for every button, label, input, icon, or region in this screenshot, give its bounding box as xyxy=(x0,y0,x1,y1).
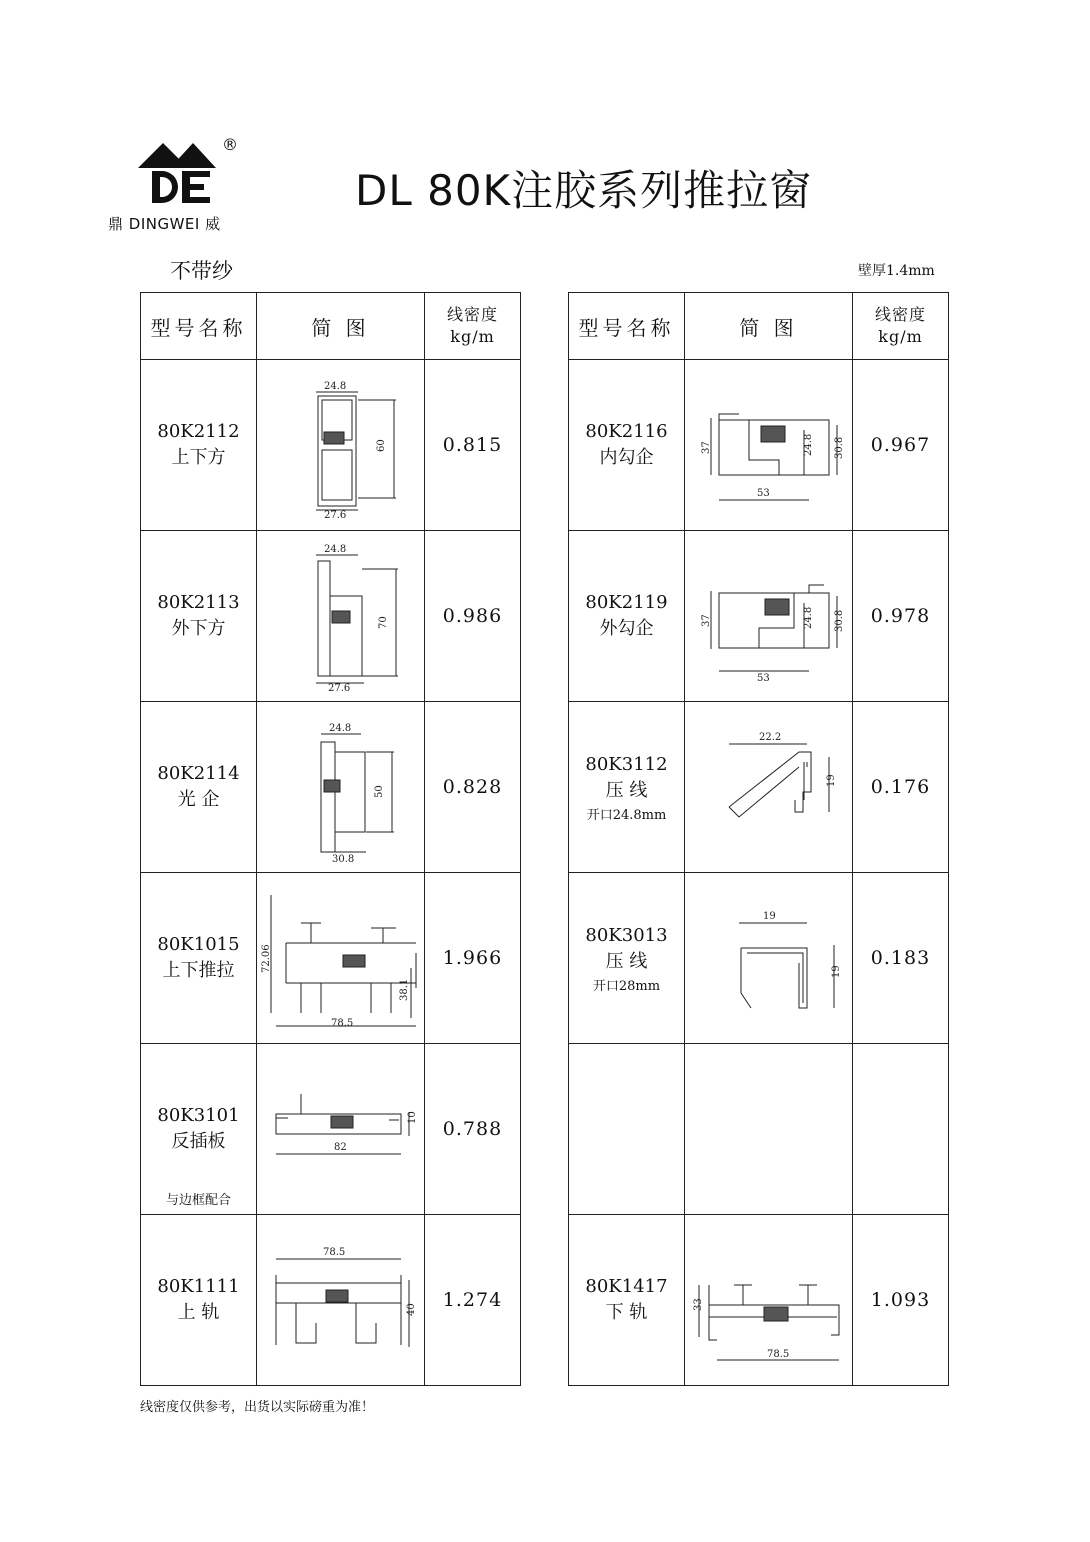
svg-text:19: 19 xyxy=(762,911,776,922)
profile-drawing xyxy=(685,1044,853,1215)
profile-drawing xyxy=(257,531,425,702)
profile-drawing xyxy=(257,360,425,531)
header-drawing: 简 图 xyxy=(685,293,853,360)
svg-text:37: 37 xyxy=(700,614,712,627)
table-row xyxy=(141,531,521,702)
density-cell: 0.183 xyxy=(853,873,949,1044)
svg-text:60: 60 xyxy=(375,439,387,452)
model-cell: 80K3112 压 线 开口24.8mm xyxy=(569,702,685,873)
model-cell: 80K2112 上下方 xyxy=(141,360,257,531)
left-profile-table xyxy=(140,292,521,1386)
density-cell: 0.986 xyxy=(425,531,521,702)
density-cell: 0.815 xyxy=(425,360,521,531)
profile-drawing xyxy=(685,873,853,1044)
table-row xyxy=(141,360,521,531)
profile-drawing xyxy=(257,1215,425,1386)
header-drawing: 简 图 xyxy=(257,293,425,360)
page-title: DL 80K注胶系列推拉窗 xyxy=(355,166,813,215)
table-row xyxy=(569,360,949,531)
svg-text:24.8: 24.8 xyxy=(323,381,346,392)
table-row xyxy=(141,1215,521,1386)
table-row xyxy=(141,873,521,1044)
density-cell: 0.967 xyxy=(853,360,949,531)
right-profile-table xyxy=(568,292,949,1386)
svg-text:27.6: 27.6 xyxy=(327,683,350,691)
profile-drawing xyxy=(685,702,853,873)
density-cell: 1.093 xyxy=(853,1215,949,1386)
svg-text:53: 53 xyxy=(756,673,770,684)
profile-drawing xyxy=(257,873,425,1044)
table-row xyxy=(569,873,949,1044)
model-cell: 80K2119 外勾企 xyxy=(569,531,685,702)
model-cell: 80K1417 下 轨 xyxy=(569,1215,685,1386)
svg-text:24.8: 24.8 xyxy=(802,433,814,456)
svg-text:30.8: 30.8 xyxy=(833,436,845,459)
fit-note: 与边框配合 xyxy=(165,1193,231,1208)
footer-note: 线密度仅供参考，出货以实际磅重为准！ xyxy=(140,1400,375,1415)
svg-text:33: 33 xyxy=(692,1298,704,1311)
density-cell: 0.978 xyxy=(853,531,949,702)
svg-text:19: 19 xyxy=(825,774,837,787)
table-row xyxy=(569,1215,949,1386)
svg-text:27.6: 27.6 xyxy=(323,510,346,520)
subtitle: 不带纱 xyxy=(170,259,233,283)
profile-drawing xyxy=(685,360,853,531)
svg-text:10: 10 xyxy=(406,1111,418,1124)
svg-text:37: 37 xyxy=(700,441,712,454)
svg-text:78.5: 78.5 xyxy=(766,1349,789,1360)
profile-drawing xyxy=(685,1215,853,1386)
profile-drawing xyxy=(257,1044,425,1215)
density-cell: 0.788 xyxy=(425,1044,521,1215)
model-cell xyxy=(569,1044,685,1215)
model-cell: 80K2114 光 企 xyxy=(141,702,257,873)
model-cell: 80K1015 上下推拉 xyxy=(141,873,257,1044)
svg-text:24.8: 24.8 xyxy=(802,606,814,629)
svg-text:24.8: 24.8 xyxy=(328,723,351,734)
svg-text:38.1: 38.1 xyxy=(398,978,410,1001)
header-density: 线密度 kg/m xyxy=(853,293,949,360)
table-row-empty xyxy=(569,1044,949,1215)
density-cell: 0.176 xyxy=(853,702,949,873)
table-row xyxy=(569,531,949,702)
svg-text:50: 50 xyxy=(373,785,385,798)
svg-text:70: 70 xyxy=(377,616,389,629)
registered-mark: ® xyxy=(222,135,238,154)
svg-text:53: 53 xyxy=(756,488,770,499)
table-row xyxy=(141,702,521,873)
profile-drawing xyxy=(685,531,853,702)
svg-text:78.5: 78.5 xyxy=(322,1247,345,1258)
svg-text:24.8: 24.8 xyxy=(323,544,346,555)
density-cell: 0.828 xyxy=(425,702,521,873)
model-cell: 80K3013 压 线 开口28mm xyxy=(569,873,685,1044)
model-cell: 80K2113 外下方 xyxy=(141,531,257,702)
svg-text:72.06: 72.06 xyxy=(260,944,272,973)
wall-thickness: 壁厚1.4mm xyxy=(858,263,935,279)
svg-text:19: 19 xyxy=(830,965,842,978)
svg-text:30.8: 30.8 xyxy=(833,609,845,632)
model-cell: 80K3101 反插板 与边框配合 xyxy=(141,1044,257,1215)
density-cell: 1.966 xyxy=(425,873,521,1044)
density-cell: 1.274 xyxy=(425,1215,521,1386)
table-row xyxy=(141,1044,521,1215)
profile-drawing xyxy=(257,702,425,873)
header-model: 型号名称 xyxy=(141,293,257,360)
logo-text: 鼎 DINGWEI 威 xyxy=(108,215,221,233)
model-cell: 80K2116 内勾企 xyxy=(569,360,685,531)
table-row xyxy=(569,702,949,873)
model-cell: 80K1111 上 轨 xyxy=(141,1215,257,1386)
svg-text:22.2: 22.2 xyxy=(758,732,781,743)
header-model: 型号名称 xyxy=(569,293,685,360)
svg-text:30.8: 30.8 xyxy=(331,854,354,862)
svg-text:78.5: 78.5 xyxy=(330,1018,353,1029)
header-density: 线密度 kg/m xyxy=(425,293,521,360)
density-cell xyxy=(853,1044,949,1215)
svg-text:40: 40 xyxy=(405,1303,417,1316)
svg-text:82: 82 xyxy=(333,1142,347,1153)
